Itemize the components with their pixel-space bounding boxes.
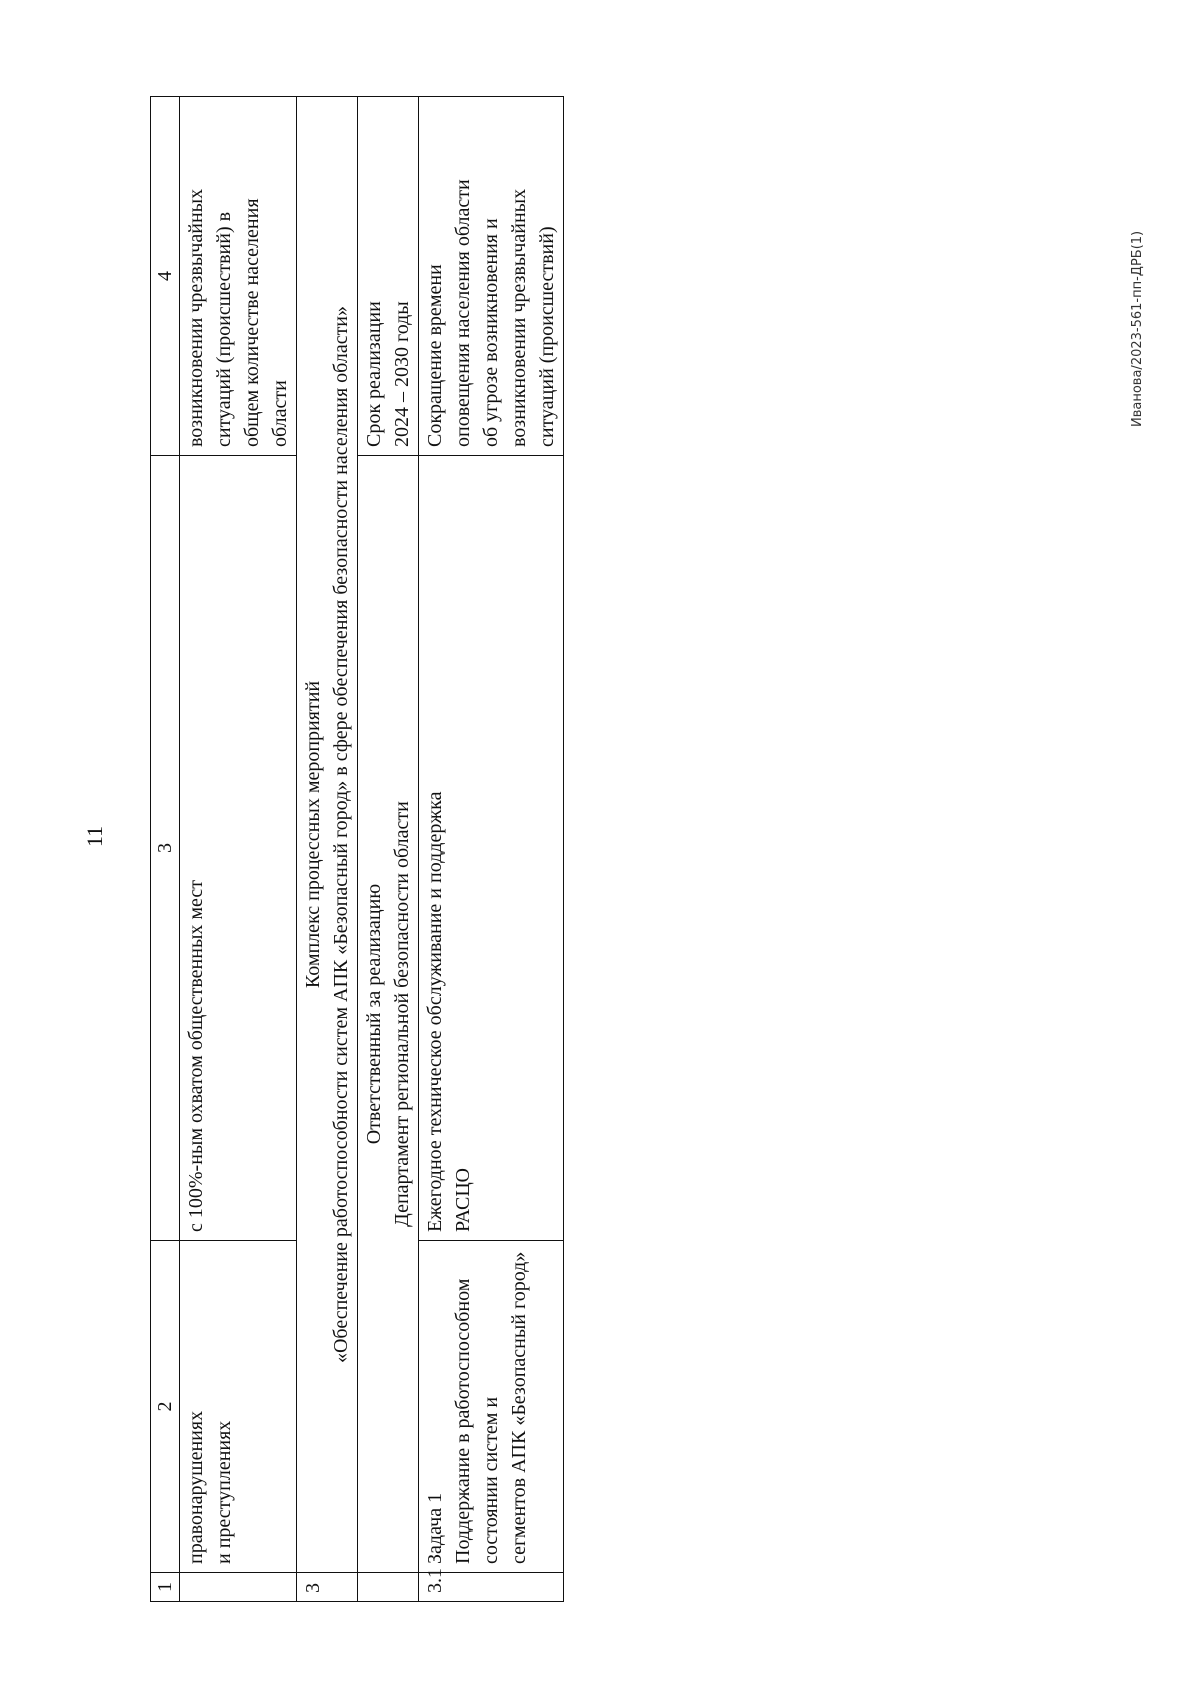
page-number: 11	[82, 825, 107, 847]
document-reference: Иванова/2023-561-пп-ДРБ(1)	[1130, 230, 1145, 427]
task-row	[419, 97, 564, 1602]
cell-emergency-share: возникновении чрезвычайных ситуаций (происшествий) в общем количестве населения области	[180, 97, 297, 456]
section-title: Комплекс процессных мероприятий «Обеспечение работоспособности систем АПК «Безопасный город» в сфере обеспечения безопасности населения области»	[297, 97, 358, 1573]
header-cell-4: 4	[151, 97, 180, 456]
header-cell-1: 1	[151, 1573, 180, 1602]
implementation-term: Срок реализации 2024 – 2030 годы	[358, 97, 419, 456]
section-row	[297, 97, 358, 1602]
cell-coverage: с 100%-ным охватом общественных мест	[180, 456, 297, 1241]
responsible-department: Ответственный за реализацию Департамент региональной безопасности области	[358, 456, 419, 1573]
section-number: 3	[297, 1573, 358, 1602]
table-header-row	[151, 97, 180, 1602]
task-result: Сокращение времени оповещения населения области об угрозе возникновения и возникновении чрезвычайных ситуаций (происшествий)	[419, 97, 564, 456]
header-cell-3: 3	[151, 456, 180, 1241]
task-description: Задача 1 Поддержание в работоспособном состоянии систем и сегментов АПК «Безопасный город»	[419, 1241, 564, 1573]
cell-empty	[180, 1573, 297, 1602]
measures-table	[150, 96, 564, 1602]
task-measure: Ежегодное техническое обслуживание и поддержка РАСЦО	[419, 456, 564, 1241]
header-cell-2: 2	[151, 1241, 180, 1573]
task-number: 3.1	[419, 1573, 564, 1602]
cell-offenses: правонарушениях и преступлениях	[180, 1241, 297, 1573]
cell-empty	[358, 1573, 419, 1602]
table-row-continued	[180, 97, 297, 1602]
responsible-row	[358, 97, 419, 1602]
